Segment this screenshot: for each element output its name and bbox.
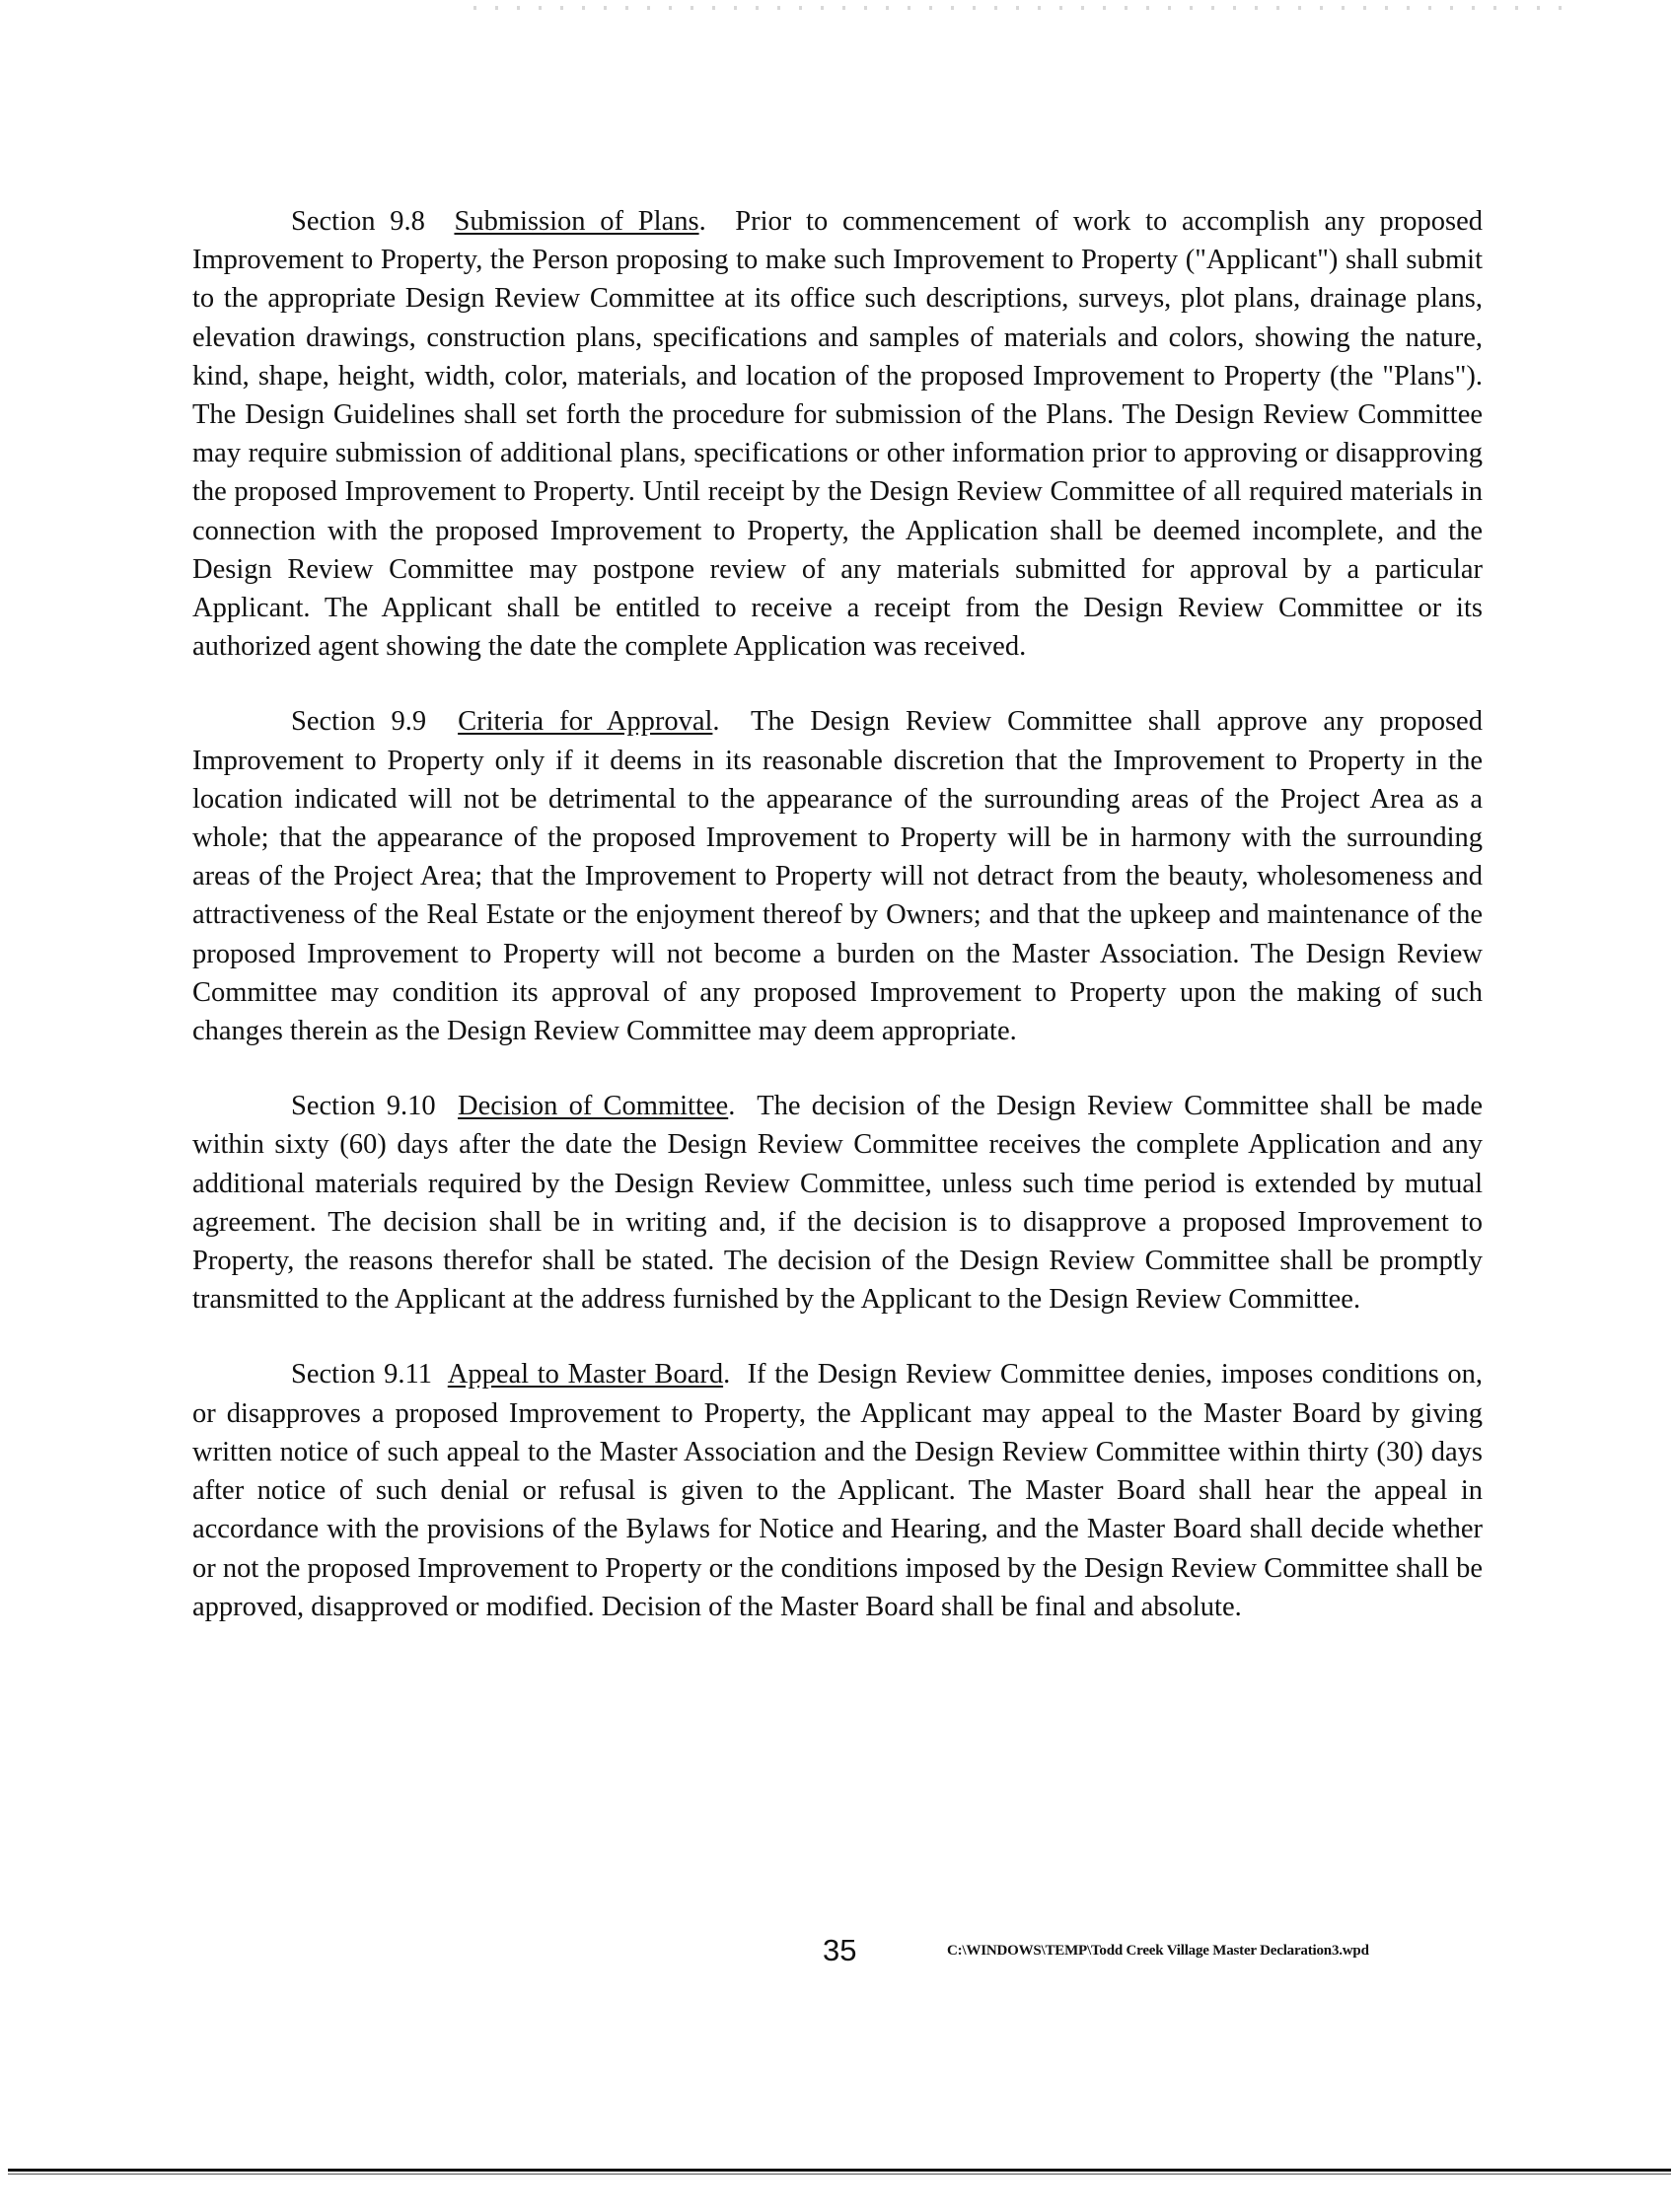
section-9-9: Section 9.9 Criteria for Approval. The Design Review Committee shall approve any proposed Improvement to Property only if it deems in its reasonable discretion that the Improvement to Property in the location indicated will not be detrimental to the appearance of the surrounding areas of the Project Area as a whole; that the appearance of the proposed Improvement to Property will be in harmony with the surrounding areas of the Project Area; that the Improvement to Property will not detract from the beauty, wholesomeness and attractiveness of the Real Estate or the enjoyment thereof by Owners; and that the upkeep and maintenance of the proposed Improvement to Property will not become a burden on the Master Association. The Design Review Committee may condition its approval of any proposed Improvement to Property upon the making of such changes therein as the Design Review Committee may deem appropriate. [192, 706, 1483, 1047]
section-text: Prior to commencement of work to accomplish any proposed Improvement to Property, the Person proposing to make such Improvement to Property ("Applicant") shall submit to the appropriate Design Review Committee at its office such descriptions, surveys, plot plans, drainage plans, elevation drawings, construction plans, specifications and samples of materials and colors, showing the nature, kind, shape, height, width, color, materials, and location of the proposed Improvement to Property (the "Plans"). The Design Guidelines shall set forth the procedure for submission of the Plans. The Design Review Committee may require submission of additional plans, specifications or other information prior to approving or disapproving the proposed Improvement to Property. Until receipt by the Design Review Committee of all required materials in connection with the proposed Improvement to Property, the Application shall be deemed incomplete, and the Design Review Committee may postpone review of any materials submitted for approval by a particular Applicant. The Applicant shall be entitled to receive a receipt from the Design Review Committee or its authorized agent showing the date the complete Application was received. [192, 206, 1484, 663]
section-number: Section 9.8 [291, 206, 425, 237]
section-heading: Appeal to Master Board [447, 1359, 724, 1391]
page-footer [0, 1933, 1673, 1972]
section-number: Section 9.9 [291, 706, 427, 738]
bottom-divider [8, 2169, 1671, 2172]
bottom-divider-shadow [8, 2174, 1671, 2175]
section-9-8: Section 9.8 Submission of Plans. Prior to commencement of work to accomplish any proposed Improvement to Property, the Person proposing to make such Improvement to Property ("Applicant") shall submit to the appropriate Design Review Committee at its office such descriptions, surveys, plot plans, drainage plans, elevation drawings, construction plans, specifications and samples of materials and colors, showing the nature, kind, shape, height, width, color, materials, and location of the proposed Improvement to Property (the "Plans"). The Design Guidelines shall set forth the procedure for submission of the Plans. The Design Review Committee may require submission of additional plans, specifications or other information prior to approving or disapproving the proposed Improvement to Property. Until receipt by the Design Review Committee of all required materials in connection with the proposed Improvement to Property, the Application shall be deemed incomplete, and the Design Review Committee may postpone review of any materials submitted for approval by a particular Applicant. The Applicant shall be entitled to receive a receipt from the Design Review Committee or its authorized agent showing the date the complete Application was received. [192, 206, 1484, 663]
section-heading: Submission of Plans [454, 206, 699, 237]
document-body [192, 202, 1483, 1663]
page-number: 35 [823, 1933, 857, 1967]
section-text: If the Design Review Committee denies, imposes conditions on, or disapproves a proposed Improvement to Property, the Applicant may appeal to the Master Board by giving written notice of such appeal to the Master Association and the Design Review Committee within thirty (30) days after notice of such denial or refusal is given to the Applicant. The Master Board shall hear the appeal in accordance with the provisions of the Bylaws for Notice and Hearing, and the Master Board shall decide whether or not the proposed Improvement to Property or the conditions imposed by the Design Review Committee shall be approved, disapproved or modified. Decision of the Master Board shall be final and absolute. [192, 1359, 1483, 1622]
section-9-11: Section 9.11 Appeal to Master Board. If the Design Review Committee denies, imposes conditions on, or disapproves a proposed Improvement to Property, the Applicant may appeal to the Master Board by giving written notice of such appeal to the Master Association and the Design Review Committee within thirty (30) days after notice of such denial or refusal is given to the Applicant. The Master Board shall hear the appeal in accordance with the provisions of the Bylaws for Notice and Hearing, and the Master Board shall decide whether or not the proposed Improvement to Property or the conditions imposed by the Design Review Committee shall be approved, disapproved or modified. Decision of the Master Board shall be final and absolute. [192, 1359, 1483, 1622]
section-heading: Decision of Committee [458, 1091, 729, 1122]
scan-artifact [473, 6, 1578, 10]
section-number: Section 9.10 [291, 1091, 436, 1122]
section-9-10: Section 9.10 Decision of Committee. The decision of the Design Review Committee shall be made within sixty (60) days after the date the Design Review Committee receives the complete Application and any additional materials required by the Design Review Committee, unless such time period is extended by mutual agreement. The decision shall be in writing and, if the decision is to disapprove a proposed Improvement to Property, the reasons therefor shall be stated. The decision of the Design Review Committee shall be promptly transmitted to the Applicant at the address furnished by the Applicant to the Design Review Committee. [192, 1091, 1483, 1316]
section-number: Section 9.11 [291, 1359, 432, 1391]
section-heading: Criteria for Approval [458, 706, 713, 738]
section-text: The decision of the Design Review Committee shall be made within sixty (60) days after the date the Design Review Committee receives the complete Application and any additional materials required by the Design Review Committee, unless such time period is extended by mutual agreement. The decision shall be in writing and, if the decision is to disapprove a proposed Improvement to Property, the reasons therefor shall be stated. The decision of the Design Review Committee shall be promptly transmitted to the Applicant at the address furnished by the Applicant to the Design Review Committee. [192, 1091, 1483, 1316]
file-path: C:\WINDOWS\TEMP\Todd Creek Village Master Declaration3.wpd [947, 1943, 1369, 1959]
section-text: The Design Review Committee shall approve any proposed Improvement to Property only if it deems in its reasonable discretion that the Improvement to Property in the location indicated will not be detrimental to the appearance of the surrounding areas of the Project Area as a whole; that the appearance of the proposed Improvement to Property will be in harmony with the surrounding areas of the Project Area; that the Improvement to Property will not detract from the beauty, wholesomeness and attractiveness of the Real Estate or the enjoyment thereof by Owners; and that the upkeep and maintenance of the proposed Improvement to Property will not become a burden on the Master Association. The Design Review Committee may condition its approval of any proposed Improvement to Property upon the making of such changes therein as the Design Review Committee may deem appropriate. [192, 706, 1483, 1047]
